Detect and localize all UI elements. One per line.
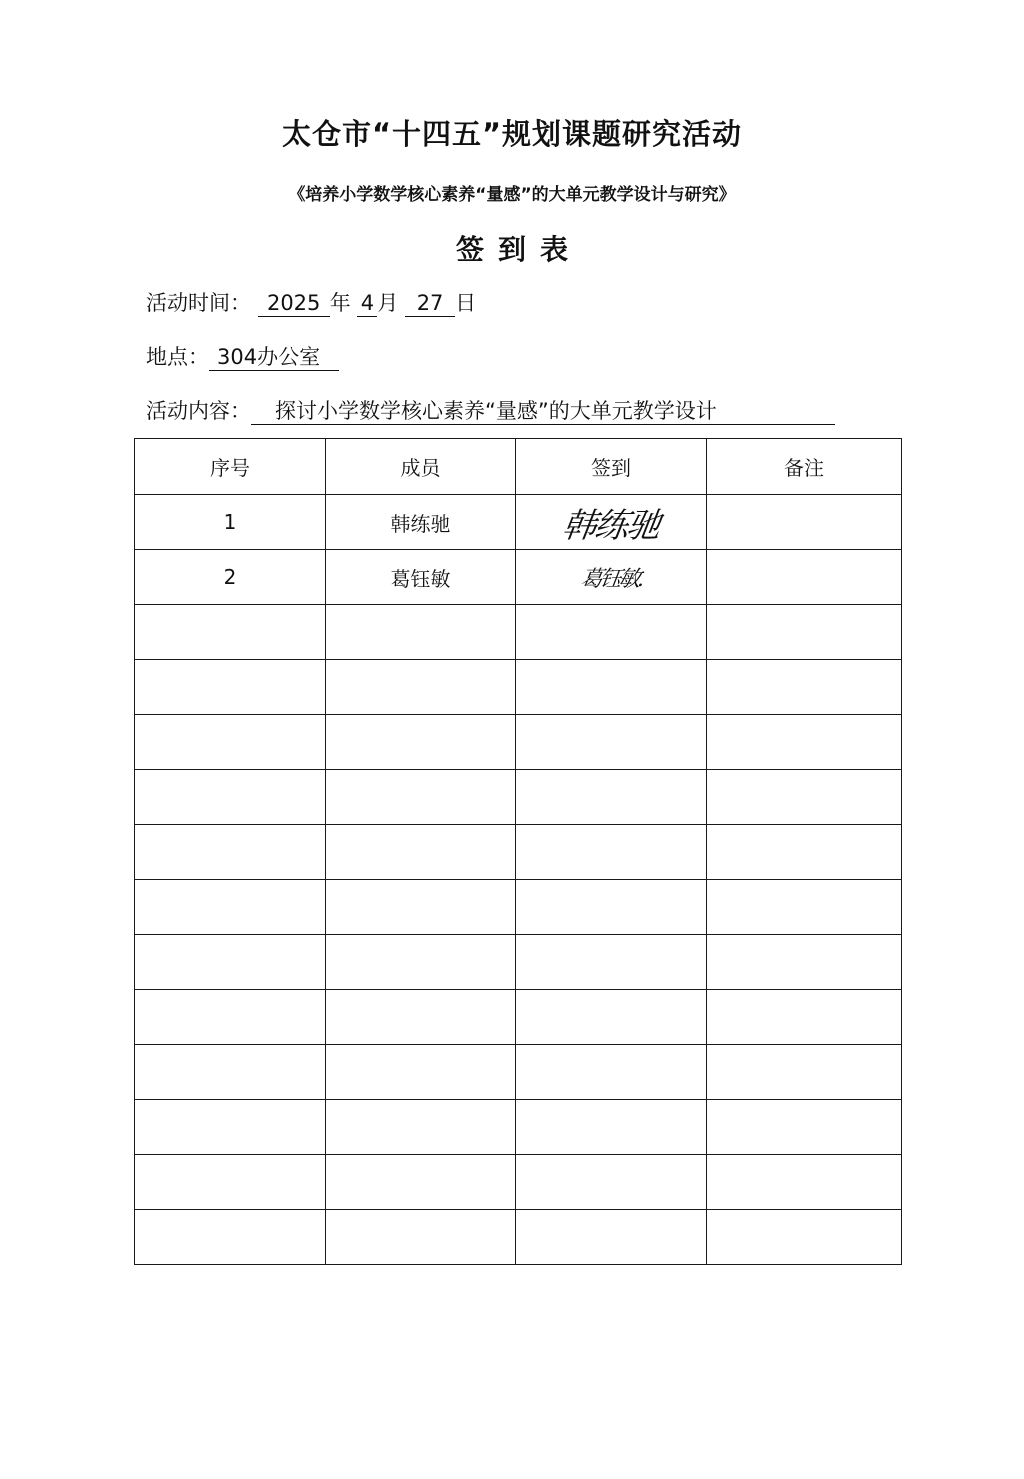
- header-number: 序号: [135, 439, 326, 495]
- row-member: [326, 1210, 516, 1265]
- row-member: [326, 1155, 516, 1210]
- empty-table-row: [135, 715, 902, 770]
- activity-month: 4: [357, 290, 377, 317]
- row-member: [326, 1045, 516, 1100]
- row-member: [326, 880, 516, 935]
- row-number: [135, 880, 326, 935]
- row-note: [707, 825, 902, 880]
- empty-table-row: [135, 1045, 902, 1100]
- empty-table-row: [135, 1100, 902, 1155]
- row-member: [326, 990, 516, 1045]
- row-number: [135, 770, 326, 825]
- row-signature: [516, 1045, 707, 1100]
- empty-table-row: [135, 605, 902, 660]
- row-number: [135, 605, 326, 660]
- row-member: [326, 935, 516, 990]
- row-member: [326, 605, 516, 660]
- activity-place-line: [146, 342, 339, 372]
- row-note: [707, 660, 902, 715]
- row-note: [707, 715, 902, 770]
- empty-table-row: [135, 880, 902, 935]
- activity-year: 2025: [258, 290, 330, 317]
- row-member: [326, 825, 516, 880]
- header-signature: 签到: [516, 439, 707, 495]
- table-row: [135, 550, 902, 605]
- header-member: 成员: [326, 439, 516, 495]
- row-signature: [516, 935, 707, 990]
- row-number: [135, 1100, 326, 1155]
- activity-content-line: [146, 396, 835, 426]
- row-number: [135, 1155, 326, 1210]
- empty-table-row: [135, 1155, 902, 1210]
- row-note: [707, 1100, 902, 1155]
- empty-table-row: [135, 825, 902, 880]
- sheet-title: 签到表: [455, 233, 582, 266]
- place-value: 304办公室: [209, 344, 339, 371]
- row-member: [326, 715, 516, 770]
- handwritten-signature: 葛钰敏.: [578, 566, 643, 592]
- row-number: [135, 715, 326, 770]
- row-member: [326, 1100, 516, 1155]
- row-number: [135, 825, 326, 880]
- row-signature: [516, 1155, 707, 1210]
- activity-time-line: [146, 288, 476, 318]
- table-row: [135, 495, 902, 550]
- document-title: 太仓市“十四五”规划课题研究活动: [281, 117, 743, 151]
- content-label: 活动内容：: [146, 399, 251, 423]
- empty-table-row: [135, 935, 902, 990]
- row-signature: [516, 1100, 707, 1155]
- row-number: [135, 1210, 326, 1265]
- row-note: [707, 1045, 902, 1100]
- row-signature: [516, 660, 707, 715]
- row-number: [135, 1045, 326, 1100]
- row-member: 韩练驰: [326, 495, 516, 550]
- table-header-row: [135, 439, 902, 495]
- handwritten-signature: 韩练驰: [559, 505, 662, 546]
- row-note: [707, 935, 902, 990]
- place-label: 地点：: [146, 345, 209, 369]
- row-note: [707, 495, 902, 550]
- row-signature: [516, 1210, 707, 1265]
- row-signature: [516, 770, 707, 825]
- row-note: [707, 550, 902, 605]
- row-note: [707, 1155, 902, 1210]
- row-signature: [516, 605, 707, 660]
- month-suffix: 月: [377, 291, 399, 315]
- empty-table-row: [135, 660, 902, 715]
- row-member: [326, 770, 516, 825]
- project-subtitle: 《培养小学数学核心素养“量感”的大单元教学设计与研究》: [288, 185, 736, 205]
- row-member: 葛钰敏: [326, 550, 516, 605]
- activity-day: 27: [405, 290, 455, 317]
- row-note: [707, 880, 902, 935]
- row-signature: [516, 825, 707, 880]
- row-number: 1: [135, 495, 326, 550]
- row-note: [707, 770, 902, 825]
- row-note: [707, 605, 902, 660]
- empty-table-row: [135, 1210, 902, 1265]
- content-value: 探讨小学数学核心素养“量感”的大单元教学设计: [251, 398, 835, 425]
- row-number: [135, 990, 326, 1045]
- empty-table-row: [135, 770, 902, 825]
- row-member: [326, 660, 516, 715]
- row-signature: [516, 550, 707, 605]
- row-note: [707, 990, 902, 1045]
- row-signature: [516, 990, 707, 1045]
- row-signature: [516, 495, 707, 550]
- row-signature: [516, 715, 707, 770]
- sign-in-table: [134, 438, 902, 1265]
- header-note: 备注: [707, 439, 902, 495]
- year-suffix: 年: [329, 291, 351, 315]
- row-number: [135, 660, 326, 715]
- day-suffix: 日: [455, 291, 477, 315]
- row-note: [707, 1210, 902, 1265]
- activity-time-label: 活动时间：: [146, 291, 251, 315]
- row-signature: [516, 880, 707, 935]
- row-number: [135, 935, 326, 990]
- empty-table-row: [135, 990, 902, 1045]
- row-number: 2: [135, 550, 326, 605]
